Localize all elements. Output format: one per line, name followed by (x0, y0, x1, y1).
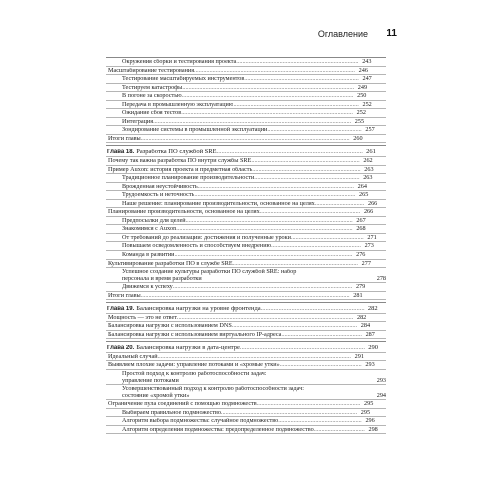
toc-entry-page: 247 (362, 75, 372, 83)
toc-entry-title (122, 201, 315, 208)
toc-entry-text: Интеграция (122, 118, 154, 125)
toc-entry-text: Балансировка нагрузки с использованием виртуального IP-адреса (108, 331, 282, 338)
toc-entry-text: В погоне за скоростью (122, 93, 182, 100)
leader-dots: ....................................................................................................................................... (140, 291, 350, 299)
toc-entry[interactable] (106, 118, 386, 127)
toc-entry-title (107, 149, 217, 156)
toc-entry-page: 257 (365, 126, 375, 134)
leader-dots: .......................................................................... (244, 75, 359, 83)
toc-entry-title (122, 102, 233, 109)
toc-entry-text: Врожденная неустойчивость (122, 183, 198, 190)
chapter-label: Глава 20. (107, 345, 135, 352)
toc-entry-text: Итоги главы (108, 292, 141, 299)
toc-entry[interactable] (106, 322, 386, 331)
toc-entry-page: 284 (360, 322, 371, 330)
toc-entry-page: 294 (376, 391, 386, 399)
toc-entry[interactable] (106, 174, 386, 183)
leader-dots: .......................................................... (271, 242, 361, 250)
toc-entry-text: Пример Auxon: история проекта и предметная область (108, 166, 253, 173)
toc-entry-text: Итоги главы (108, 135, 141, 142)
toc-entry-text-continued: управление потоками (122, 376, 179, 384)
toc-entry-page: 293 (365, 361, 375, 369)
toc-entry-text: Ожидание сбоя тестов (122, 110, 182, 117)
leader-dots: ................................................................... (256, 400, 361, 408)
toc-entry-title (122, 175, 254, 182)
leader-dots: ........................................................................................ (220, 408, 358, 416)
toc-entry-page: 266 (367, 199, 378, 207)
toc-entry[interactable] (106, 166, 386, 175)
toc-entry-title (108, 362, 280, 369)
toc-entry-page: 293 (376, 376, 386, 384)
toc-entry[interactable] (106, 370, 386, 385)
toc-entry-page: 243 (362, 58, 372, 66)
toc-entry-text: Разработка ПО службой SRE (136, 149, 217, 156)
toc-entry-text: Простой подход к контролю работоспособности задач: (122, 371, 267, 377)
toc-entry-text: Культивирование разработки ПО в службе SRE (108, 260, 233, 267)
toc-entry-page: 252 (356, 109, 366, 117)
toc-entry-title (122, 85, 182, 92)
toc-entry[interactable] (106, 191, 386, 200)
toc-entry-title (122, 243, 271, 250)
toc-entry-text: Усовершенствованный подход к контролю работоспособности задач: (122, 386, 305, 393)
toc-chapter-entry[interactable] (106, 342, 386, 353)
leader-dots: ................................................................. (259, 208, 361, 216)
leader-dots: ........................................................................................................ (194, 66, 355, 74)
leader-dots: ............................................................................... (236, 58, 359, 66)
toc-entry-text: Движемся к успеху (122, 284, 173, 291)
toc-entry-page: 255 (354, 117, 365, 125)
leader-dots: ................................. (313, 425, 365, 433)
toc-entry-title (108, 209, 260, 216)
toc-entry-title (122, 269, 373, 282)
toc-entry-text: Алгоритм выбора подмножества: случайное подмножество (122, 418, 279, 425)
table-of-contents (106, 57, 386, 434)
toc-entry-page: 265 (359, 191, 369, 199)
toc-entry-text: Идеальный случай (108, 353, 158, 360)
toc-entry[interactable] (106, 126, 386, 135)
toc-entry-text: Зондирование системы в промышленной эксплуатации (122, 127, 268, 134)
toc-entry-title (108, 158, 251, 165)
leader-dots: .................................................... (281, 330, 362, 338)
toc-entry-text: Мощность — это не ответ (108, 314, 177, 321)
toc-entry-page: 298 (368, 425, 378, 433)
toc-entry-title (122, 252, 174, 259)
toc-entry-title (108, 354, 158, 361)
toc-entry-page: 291 (354, 352, 364, 360)
toc-entry[interactable] (106, 242, 386, 251)
toc-entry[interactable] (106, 234, 386, 243)
toc-entry-title (122, 59, 236, 66)
leader-dots: ...................................................... (278, 417, 362, 425)
toc-entry-text: Наше решение: планирование производительности, основанное на целях (122, 200, 315, 207)
leader-dots: ................................................................................. (232, 259, 358, 267)
toc-entry-page: 290 (368, 344, 378, 352)
chapter-label: Глава 19. (107, 306, 135, 313)
toc-entry-page: 287 (365, 330, 375, 338)
leader-dots: ...................................................................... (251, 157, 360, 165)
toc-entry[interactable] (106, 225, 386, 234)
toc-entry-text: Тестируем катастрофы (122, 84, 183, 91)
toc-entry-title (108, 401, 257, 408)
toc-entry[interactable] (106, 109, 386, 118)
toc-entry[interactable] (106, 75, 386, 84)
toc-entry[interactable] (106, 67, 386, 76)
toc-entry-text: Планирование производительности, основанное на целях (108, 209, 260, 216)
toc-entry-page: 262 (363, 157, 373, 165)
leader-dots: ................................................................................................................................ (153, 117, 352, 125)
leader-dots: ................................................................................. (233, 100, 359, 108)
toc-entry[interactable] (106, 92, 386, 101)
toc-entry[interactable] (106, 385, 386, 400)
toc-entry[interactable] (106, 183, 386, 192)
toc-entry[interactable] (106, 409, 386, 418)
leader-dots: ................................................................................................................... (174, 251, 353, 259)
toc-entry-title (122, 192, 194, 199)
toc-entry-page: 267 (356, 216, 366, 224)
toc-entry-title (122, 127, 267, 134)
toc-entry-text: Алгоритм определения подмножества: предопределенное подмножество (122, 426, 314, 433)
toc-entry-page: 295 (364, 400, 374, 408)
toc-entry-title (122, 110, 181, 117)
toc-entry-page: 250 (357, 92, 367, 100)
toc-entry-text: Знакомимся с Auxon (122, 226, 177, 233)
leader-dots: ............................................................................................................ (185, 216, 353, 224)
toc-entry-text-continued: персонала и время разработки (122, 274, 202, 282)
toc-entry-text-continued: состояние «хромой утки» (122, 391, 190, 399)
toc-entry-title (122, 418, 278, 425)
toc-entry[interactable] (106, 331, 386, 340)
toc-entry[interactable] (106, 157, 386, 166)
toc-entry-title (122, 226, 176, 233)
toc-entry[interactable] (106, 353, 386, 362)
toc-entry-page: 282 (367, 305, 378, 313)
toc-chapter-entry[interactable] (106, 146, 386, 157)
toc-entry-title (108, 323, 232, 330)
toc-entry-page: 282 (356, 313, 367, 321)
leader-dots: ..................................................................................................... (197, 182, 354, 190)
toc-entry-title (108, 68, 194, 75)
toc-entry-text: Успешное создание культуры разработки ПО службой SRE: набор (122, 269, 297, 276)
toc-entry[interactable] (106, 58, 386, 67)
toc-entry-text: Окружения сборки и тестирования проекта (122, 59, 237, 66)
toc-entry-title (122, 218, 186, 225)
leader-dots: .................................................................................................................. (176, 313, 354, 321)
leader-dots: ............................................................. (267, 126, 362, 134)
leader-dots: .................................................................................................................. (176, 225, 353, 233)
toc-entry-text: Балансировка нагрузки с использованием DNS (108, 323, 232, 330)
leader-dots: ...................................................................... (252, 165, 361, 173)
toc-entry-text: Повышаем осведомленность и способствуем внедрению (122, 243, 272, 250)
toc-entry-title (108, 315, 177, 322)
leader-dots: ................................................................ (260, 305, 365, 313)
toc-entry-text: Команда в развитии (122, 252, 175, 259)
toc-entry-page: 276 (356, 251, 366, 259)
toc-entry-text: Тестирование масштабируемых инструментов (122, 76, 245, 83)
toc-entry[interactable] (106, 400, 386, 409)
toc-entry-page: 266 (363, 208, 374, 216)
toc-entry-page: 246 (358, 66, 368, 74)
leader-dots: ................................ (314, 199, 365, 207)
toc-entry-title (107, 345, 240, 352)
leader-dots: ............................................................................................................................. (157, 352, 351, 360)
toc-entry-text: Традиционное планирование производительности (122, 175, 255, 182)
toc-entry-page: 263 (363, 174, 373, 182)
toc-entry-title (122, 76, 244, 83)
chapter-label: Глава 18. (107, 149, 135, 156)
toc-entry-page: 278 (376, 274, 386, 282)
toc-entry[interactable] (106, 101, 386, 110)
toc-entry-page: 264 (357, 182, 367, 190)
toc-entry-title (107, 306, 261, 313)
toc-entry-title (108, 293, 141, 300)
toc-entry[interactable] (106, 314, 386, 323)
leader-dots: ............................................................................................................... (181, 109, 353, 117)
toc-chapter-entry[interactable] (106, 303, 386, 314)
toc-entry-title (122, 371, 373, 384)
toc-entry-page: 295 (360, 408, 371, 416)
page-number: 11 (386, 28, 397, 39)
toc-entry-text: Выбираем правильное подмножество (122, 409, 221, 416)
leader-dots: ....................................................................................................................................... (140, 134, 350, 142)
toc-entry-page: 261 (366, 148, 376, 156)
toc-entry-text: Трудоемкость и неточность (122, 192, 195, 199)
toc-entry-page: 277 (361, 259, 371, 267)
toc-entry-title (108, 261, 233, 268)
toc-entry-title (108, 332, 281, 339)
leader-dots: ..................................................... (279, 361, 362, 369)
leader-dots: ............................................................................................................... (181, 92, 354, 100)
toc-entry[interactable] (106, 217, 386, 226)
toc-entry[interactable] (106, 251, 386, 260)
toc-entry-page: 296 (365, 417, 375, 425)
leader-dots: ................................................................................. (231, 322, 358, 330)
toc-entry-page: 249 (357, 83, 368, 91)
toc-entry-text: От требований до реализации: достижения и полученные уроки (122, 234, 291, 241)
leader-dots: ............................................... (290, 233, 364, 241)
toc-entry-title (122, 93, 182, 100)
toc-entry-page: 273 (364, 242, 374, 250)
toc-entry[interactable] (106, 260, 386, 269)
toc-entry-title (122, 235, 291, 242)
page-header (0, 0, 500, 40)
toc-entry-text: Передача в промышленную эксплуатацию (122, 101, 234, 108)
toc-entry-text: Масштабирование тестирования (108, 67, 195, 74)
toc-entry[interactable] (106, 292, 386, 301)
running-header-title: Оглавление (317, 29, 368, 39)
toc-entry-title (122, 427, 314, 434)
toc-entry-title (122, 410, 221, 417)
toc-entry-title (108, 136, 141, 143)
toc-entry[interactable] (106, 208, 386, 217)
toc-entry-text: Предпосылки для целей (122, 217, 186, 224)
toc-entry[interactable] (106, 84, 386, 93)
toc-entry-page: 252 (362, 100, 372, 108)
leader-dots: .......................................................................................... (216, 148, 363, 156)
toc-entry-text: Почему так важна разработка ПО внутри службы SRE (108, 158, 252, 165)
toc-entry-title (122, 119, 153, 126)
toc-entry[interactable] (106, 135, 386, 144)
toc-entry-page: 260 (353, 134, 363, 142)
toc-entry-page: 281 (353, 291, 363, 299)
leader-dots: .................................................................... (254, 174, 360, 182)
toc-entry-title (122, 184, 198, 191)
toc-entry[interactable] (106, 417, 386, 426)
toc-entry-title (122, 386, 373, 399)
toc-entry[interactable] (106, 200, 386, 209)
toc-entry-title (108, 167, 252, 174)
toc-entry-text: Выявляем плохие задачи: управление потоками и «хромые утки» (108, 362, 280, 369)
toc-entry-text: Ограничение пула соединений с помощью подмножеств (108, 401, 257, 408)
leader-dots: ............................................................................. (239, 344, 365, 352)
toc-entry-page: 279 (355, 283, 366, 291)
toc-entry[interactable] (106, 283, 386, 292)
toc-entry-page: 263 (364, 165, 374, 173)
leader-dots: ........................................................................................................ (194, 191, 356, 199)
toc-entry[interactable] (106, 361, 386, 370)
toc-entry-title (122, 284, 173, 291)
toc-entry-text: Балансировка нагрузки в дата-центре (136, 345, 240, 352)
toc-entry[interactable] (106, 426, 386, 435)
toc-entry-page: 271 (367, 233, 377, 241)
toc-entry-text: Балансировка нагрузки на уровне фронтенда (136, 306, 261, 313)
toc-entry[interactable] (106, 268, 386, 283)
leader-dots: ............................................................................................................... (182, 83, 355, 91)
leader-dots: .................................................................................................................... (172, 283, 353, 291)
toc-entry-page: 268 (356, 225, 366, 233)
